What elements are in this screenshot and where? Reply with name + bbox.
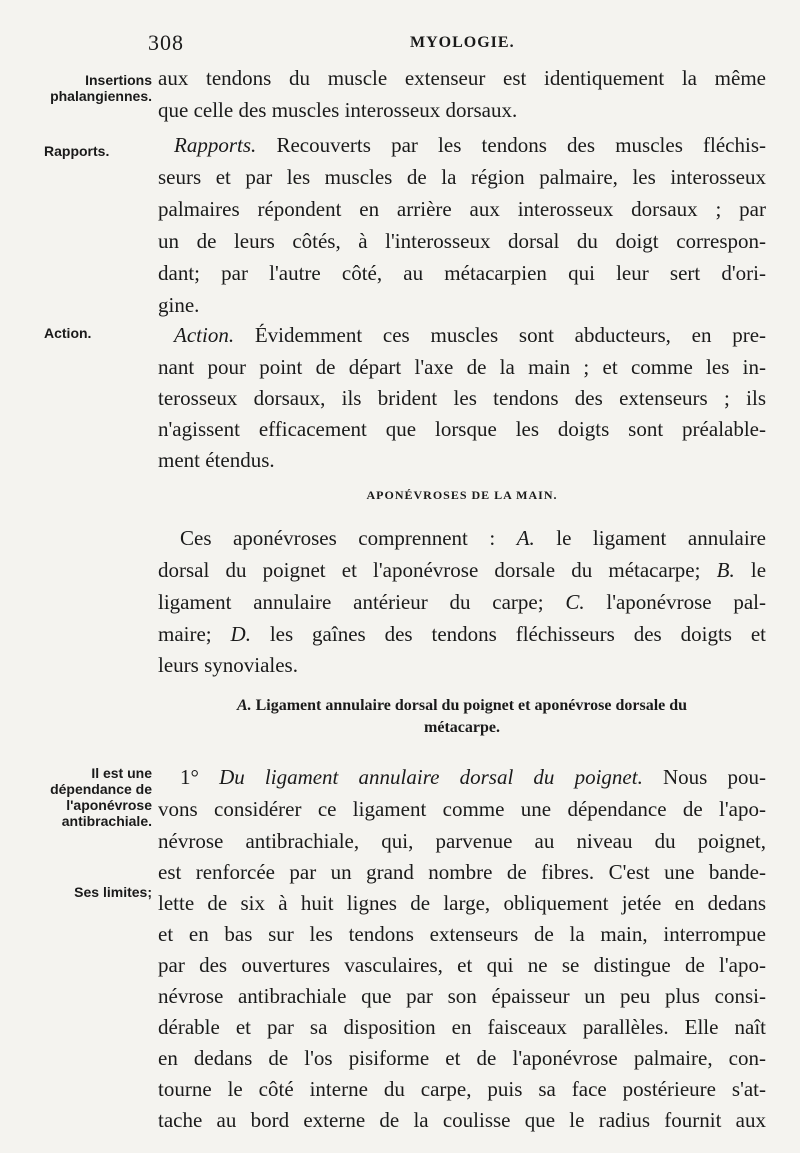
page-header (0, 30, 800, 58)
text-line: terosseux dorsaux, ils brident les tendons des extenseurs ; ils (158, 386, 766, 410)
text-line: Ces aponévroses comprennent : A. le ligament annulaire (180, 526, 766, 550)
margin-note-limites: Ses limites; (74, 884, 152, 900)
section-title: APONÉVROSES DE LA MAIN. (366, 488, 558, 502)
text-line: n'agissent efficacement que lorsque les doigts sont préalable- (158, 417, 766, 441)
text-line: et en bas sur les tendons extenseurs de la main, interrompue (158, 922, 766, 946)
text-line: palmaires répondent en arrière aux interosseux dorsaux ; par (158, 197, 766, 221)
text-line: ligament annulaire antérieur du carpe; C. l'aponévrose pal- (158, 590, 767, 614)
margin-note-insertions: Insertions phalangiennes. (50, 72, 152, 104)
text-line: dorsal du poignet et l'aponévrose dorsale du métacarpe; B. le (158, 558, 767, 582)
text-line: maire; D. les gaînes des tendons fléchisseurs des doigts et (158, 622, 766, 646)
text-line: en dedans de l'os pisiforme et de l'aponévrose palmaire, con- (158, 1046, 766, 1070)
text-line: tourne le côté interne du carpe, puis sa face postérieure s'at- (158, 1077, 766, 1101)
action-lead: Action. (174, 323, 235, 347)
margin-note-dependance: Il est une dépendance de l'aponévrose antibrachiale. (50, 765, 152, 829)
margin-note-action: Action. (44, 325, 92, 341)
text-line: un de leurs côtés, à l'interosseux dorsal du doigt correspon- (158, 229, 766, 253)
text-line: tache au bord externe de la coulisse que le radius fournit aux (158, 1108, 766, 1132)
text-line: névrose antibrachiale, qui, parvenue au niveau du poignet, (158, 829, 766, 853)
text-line: nant pour point de départ l'axe de la main ; et comme les in- (158, 355, 766, 379)
subsection-title-line2: métacarpe. (424, 719, 500, 736)
text-line: névrose antibrachiale que par son épaisseur un peu plus consi- (158, 984, 766, 1008)
text-line: gine. (158, 293, 200, 317)
text-line: seurs et par les muscles de la région palmaire, les interosseux (158, 165, 766, 189)
text-line: leurs synoviales. (158, 653, 298, 677)
text-line: aux tendons du muscle extenseur est identiquement la même (158, 66, 766, 90)
text-line: 1° Du ligament annulaire dorsal du poignet. Nous pou- (180, 765, 767, 789)
paragraph-lead: Du ligament annulaire dorsal du poignet. (219, 765, 643, 789)
rapports-lead: Rapports. (174, 133, 257, 157)
text-line: dérable et par sa disposition en faisceaux parallèles. Elle naît (158, 1015, 766, 1039)
text-line: Rapports. Recouverts par les tendons des muscles fléchis- (174, 133, 766, 157)
text-line: par des ouvertures vasculaires, et qui ne se distingue de l'apo- (158, 953, 766, 977)
text-line: Action. Évidemment ces muscles sont abducteurs, en pre- (174, 323, 767, 347)
running-title: MYOLOGIE. (410, 34, 515, 51)
text-line: ment étendus. (158, 448, 275, 472)
text-line: vons considérer ce ligament comme une dépendance de l'apo- (158, 797, 766, 821)
text-line: est renforcée par un grand nombre de fibres. C'est une bande- (158, 860, 766, 884)
text-line: que celle des muscles interosseux dorsaux. (158, 98, 518, 122)
text-line: lette de six à huit lignes de large, obliquement jetée en dedans (158, 891, 766, 915)
text-line: dant; par l'autre côté, au métacarpien qui leur sert d'ori- (158, 261, 766, 285)
page-number: 308 (148, 30, 184, 55)
subsection-title: A. Ligament annulaire dorsal du poignet et aponévrose dorsale du (236, 697, 688, 714)
margin-note-rapports: Rapports. (44, 143, 110, 159)
